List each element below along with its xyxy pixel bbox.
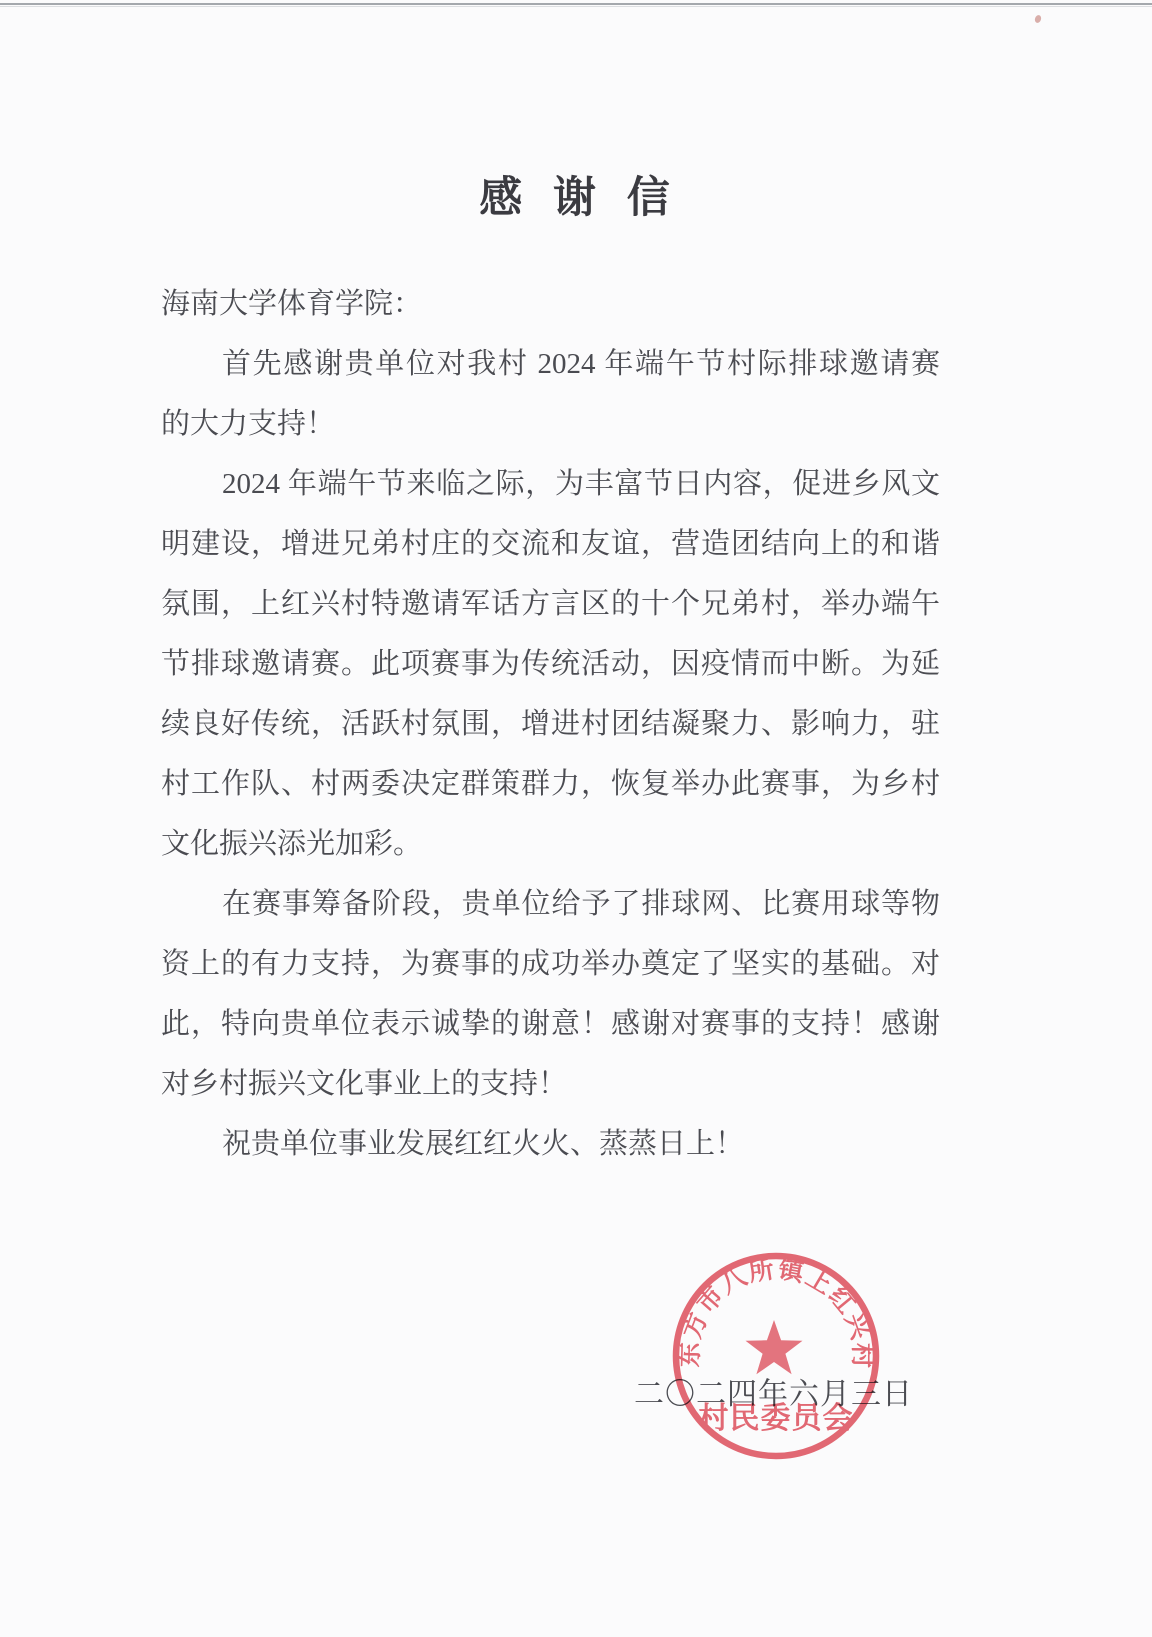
seal-arc-text: 东方市八所镇上红兴村 (676, 1255, 876, 1371)
text-line: 村工作队、村两委决定群策群力，恢复举办此赛事，为乡村 (161, 768, 940, 800)
text-line: 续良好传统，活跃村氛围，增进村团结凝聚力、影响力，驻 (161, 708, 940, 740)
text-line: 资上的有力支持，为赛事的成功举办奠定了坚实的基础。对 (161, 948, 940, 980)
text-line: 此，特向贵单位表示诚挚的谢意！感谢对赛事的支持！感谢 (161, 1008, 940, 1040)
ink-speck (1034, 14, 1042, 24)
seal-star-icon (746, 1320, 803, 1374)
greeting-line: 海南大学体育学院： (161, 288, 423, 320)
paragraph (161, 874, 940, 1114)
paragraph (161, 454, 940, 874)
text-line: 在赛事筹备阶段，贵单位给予了排球网、比赛用球等物 (222, 888, 940, 920)
text-line: 祝贵单位事业发展红红火火、蒸蒸日上！ (222, 1128, 745, 1160)
page-title: 感 谢 信 (479, 175, 673, 222)
scanner-edge-line (0, 3, 1152, 5)
paragraph (161, 334, 940, 454)
letter-body (161, 274, 940, 1174)
seal-bottom-text: 村民委员会 (698, 1402, 854, 1435)
text-line: 的大力支持！ (161, 408, 336, 440)
text-line: 对乡村振兴文化事业上的支持！ (161, 1068, 568, 1100)
text-line: 节排球邀请赛。此项赛事为传统活动，因疫情而中断。为延 (161, 648, 940, 680)
text-line: 首先感谢贵单位对我村 2024 年端午节村际排球邀请赛 (222, 348, 940, 380)
text-line: 氛围，上红兴村特邀请军话方言区的十个兄弟村，举办端午 (161, 588, 940, 620)
text-line: 明建设，增进兄弟村庄的交流和友谊，营造团结向上的和谐 (161, 528, 940, 560)
paragraph (161, 1114, 940, 1174)
text-line: 文化振兴添光加彩。 (161, 828, 423, 860)
text-line: 2024 年端午节来临之际，为丰富节日内容，促进乡风文 (222, 468, 940, 500)
scanner-edge-shadow (0, 6, 1152, 7)
date-line: 二〇二四年六月三日 (634, 1378, 913, 1411)
official-seal (666, 1246, 886, 1466)
